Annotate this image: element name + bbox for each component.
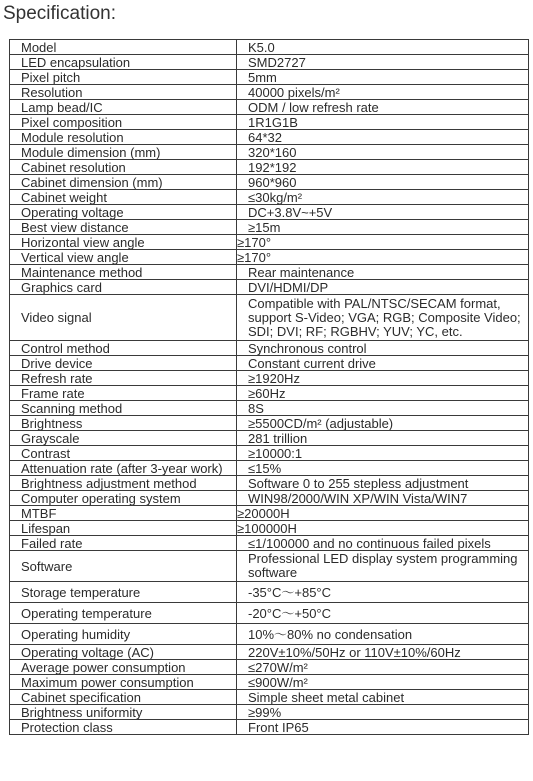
table-row [10, 85, 529, 100]
page-title: Specification: [3, 3, 117, 24]
spec-label: Frame rate [10, 386, 237, 401]
spec-value: ≥100000H [237, 521, 529, 536]
specification-table [9, 39, 529, 735]
spec-label: Cabinet dimension (mm) [10, 175, 237, 190]
table-row [10, 582, 529, 603]
spec-value: ≥10000:1 [237, 446, 529, 461]
spec-value: 220V±10%/50Hz or 110V±10%/60Hz [237, 645, 529, 660]
spec-value: 64*32 [237, 130, 529, 145]
spec-label: Storage temperature [10, 582, 237, 603]
spec-label: Brightness [10, 416, 237, 431]
spec-value: ODM / low refresh rate [237, 100, 529, 115]
spec-label: Horizontal view angle [10, 235, 237, 250]
spec-label: Cabinet specification [10, 690, 237, 705]
spec-value: ≤1/100000 and no continuous failed pixels [237, 536, 529, 551]
table-row [10, 190, 529, 205]
table-row [10, 250, 529, 265]
spec-label: Protection class [10, 720, 237, 735]
spec-value: DVI/HDMI/DP [237, 280, 529, 295]
spec-label: Control method [10, 341, 237, 356]
table-row [10, 705, 529, 720]
spec-label: Pixel composition [10, 115, 237, 130]
spec-value: 10%～80% no condensation [237, 624, 529, 645]
spec-label: Module dimension (mm) [10, 145, 237, 160]
spec-label: Grayscale [10, 431, 237, 446]
spec-label: Operating voltage [10, 205, 237, 220]
spec-value: 8S [237, 401, 529, 416]
table-row [10, 145, 529, 160]
table-row [10, 235, 529, 250]
spec-label: MTBF [10, 506, 237, 521]
spec-label: Computer operating system [10, 491, 237, 506]
spec-value: ≥170° [237, 250, 529, 265]
spec-label: Lamp bead/IC [10, 100, 237, 115]
spec-value: ≤30kg/m² [237, 190, 529, 205]
spec-value: Software 0 to 255 stepless adjustment [237, 476, 529, 491]
table-row [10, 536, 529, 551]
table-row [10, 295, 529, 341]
table-row [10, 265, 529, 280]
spec-label: Best view distance [10, 220, 237, 235]
table-row [10, 175, 529, 190]
table-row [10, 551, 529, 582]
spec-value: 5mm [237, 70, 529, 85]
spec-label: Operating temperature [10, 603, 237, 624]
spec-value: Simple sheet metal cabinet [237, 690, 529, 705]
spec-label: Lifespan [10, 521, 237, 536]
spec-label: Video signal [10, 295, 237, 341]
spec-value: Synchronous control [237, 341, 529, 356]
spec-label: Cabinet resolution [10, 160, 237, 175]
table-row [10, 416, 529, 431]
table-row [10, 521, 529, 536]
spec-label: Attenuation rate (after 3-year work) [10, 461, 237, 476]
spec-value: -35°C～+85°C [237, 582, 529, 603]
table-row [10, 720, 529, 735]
table-row [10, 675, 529, 690]
spec-label: Contrast [10, 446, 237, 461]
spec-value: 192*192 [237, 160, 529, 175]
spec-value: ≥99% [237, 705, 529, 720]
spec-value: 40000 pixels/m² [237, 85, 529, 100]
spec-label: Resolution [10, 85, 237, 100]
spec-label: Module resolution [10, 130, 237, 145]
table-row [10, 371, 529, 386]
table-row [10, 220, 529, 235]
spec-label: Vertical view angle [10, 250, 237, 265]
spec-value: ≤900W/m² [237, 675, 529, 690]
table-row [10, 341, 529, 356]
table-row [10, 40, 529, 55]
spec-value: Rear maintenance [237, 265, 529, 280]
table-row [10, 624, 529, 645]
table-row [10, 386, 529, 401]
spec-value: ≥60Hz [237, 386, 529, 401]
spec-value: ≥170° [237, 235, 529, 250]
spec-label: Model [10, 40, 237, 55]
spec-value: Front IP65 [237, 720, 529, 735]
table-row [10, 401, 529, 416]
table-row [10, 660, 529, 675]
spec-label: Maintenance method [10, 265, 237, 280]
table-row [10, 491, 529, 506]
table-row [10, 356, 529, 371]
spec-label: Software [10, 551, 237, 582]
spec-label: Pixel pitch [10, 70, 237, 85]
table-row [10, 431, 529, 446]
spec-label: Operating humidity [10, 624, 237, 645]
spec-label: LED encapsulation [10, 55, 237, 70]
spec-label: Brightness uniformity [10, 705, 237, 720]
spec-value: DC+3.8V~+5V [237, 205, 529, 220]
table-row [10, 690, 529, 705]
spec-value: ≥1920Hz [237, 371, 529, 386]
spec-label: Graphics card [10, 280, 237, 295]
table-row [10, 506, 529, 521]
spec-value: 960*960 [237, 175, 529, 190]
table-row [10, 115, 529, 130]
spec-value: Professional LED display system programming software [237, 551, 529, 582]
table-row [10, 476, 529, 491]
table-row [10, 280, 529, 295]
spec-value: ≤15% [237, 461, 529, 476]
spec-label: Scanning method [10, 401, 237, 416]
spec-label: Operating voltage (AC) [10, 645, 237, 660]
spec-label: Brightness adjustment method [10, 476, 237, 491]
spec-label: Maximum power consumption [10, 675, 237, 690]
spec-value: Constant current drive [237, 356, 529, 371]
spec-value: 1R1G1B [237, 115, 529, 130]
table-row [10, 461, 529, 476]
table-row [10, 55, 529, 70]
spec-label: Failed rate [10, 536, 237, 551]
table-row [10, 100, 529, 115]
spec-value: ≥20000H [237, 506, 529, 521]
table-row [10, 160, 529, 175]
table-row [10, 446, 529, 461]
spec-label: Drive device [10, 356, 237, 371]
spec-value: ≥15m [237, 220, 529, 235]
spec-value: ≤270W/m² [237, 660, 529, 675]
spec-value: WIN98/2000/WIN XP/WIN Vista/WIN7 [237, 491, 529, 506]
spec-value: 281 trillion [237, 431, 529, 446]
spec-label: Refresh rate [10, 371, 237, 386]
table-row [10, 205, 529, 220]
table-row [10, 645, 529, 660]
table-row [10, 130, 529, 145]
spec-value: ≥5500CD/m² (adjustable) [237, 416, 529, 431]
spec-label: Average power consumption [10, 660, 237, 675]
table-row [10, 70, 529, 85]
spec-value: SMD2727 [237, 55, 529, 70]
spec-value: 320*160 [237, 145, 529, 160]
spec-label: Cabinet weight [10, 190, 237, 205]
table-row [10, 603, 529, 624]
spec-value: Compatible with PAL/NTSC/SECAM format, support S-Video; VGA; RGB; Composite Video; SDI; DVI; RF; RGBHV; YUV; YC, etc. [237, 295, 529, 341]
spec-value: -20°C～+50°C [237, 603, 529, 624]
spec-value: K5.0 [237, 40, 529, 55]
